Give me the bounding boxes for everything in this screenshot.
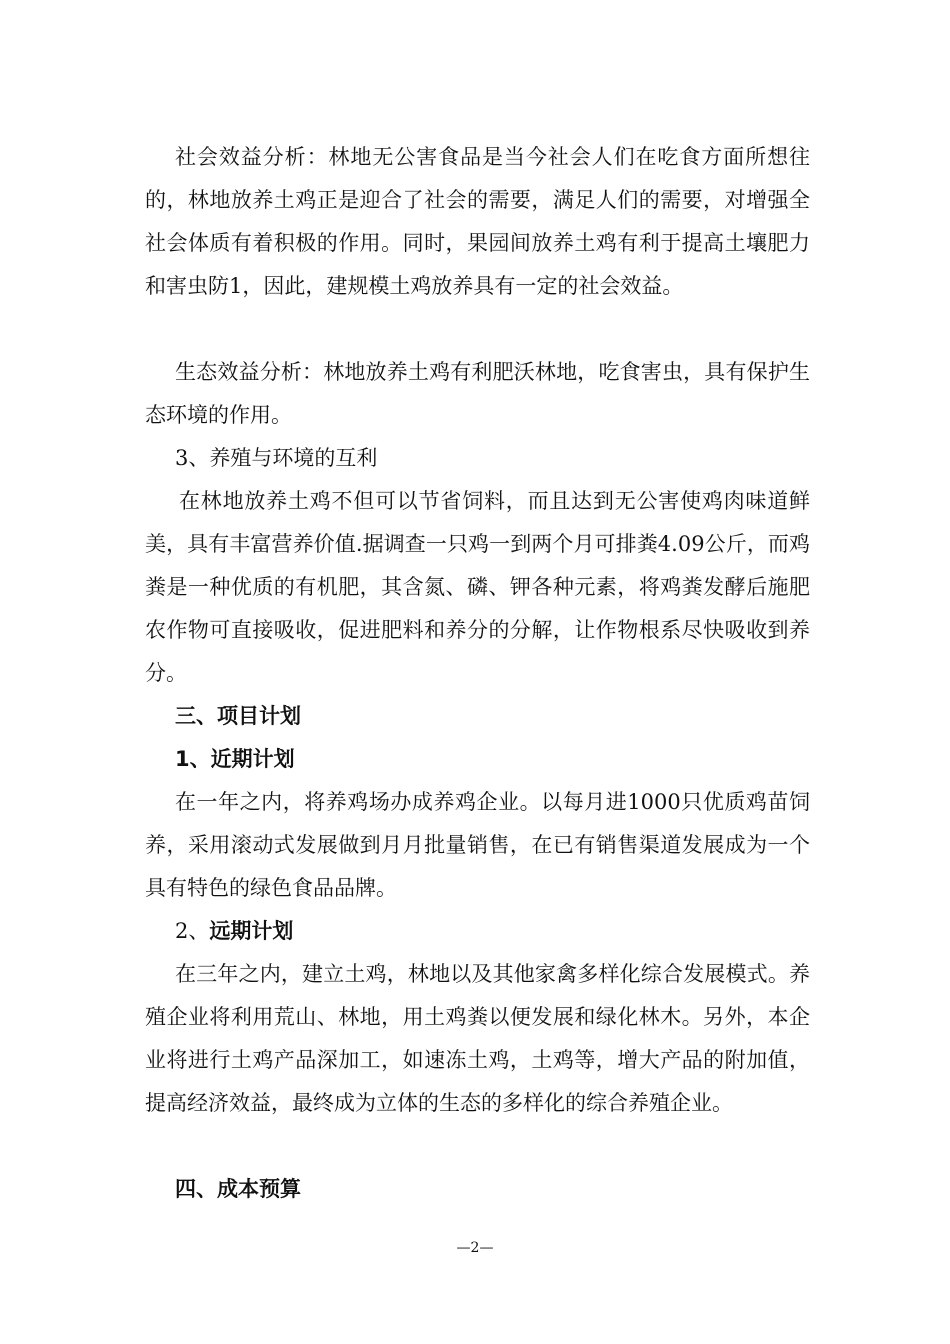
long-plan-heading bbox=[175, 910, 293, 953]
mutual-benefit-paragraph: 在林地放养土鸡不但可以节省饲料，而且达到无公害使鸡肉味道鲜美，具有丰富营养价值.据调查一只鸡一到两个月可排粪4.09公斤，而鸡粪是一种优质的有机肥，其含氮、磷、钾各种元素，将鸡粪发酵后施肥农作物可直接吸收，促进肥料和养分的分解，让作物根系尽快吸收到养分。 bbox=[145, 489, 810, 685]
near-plan-heading: 1、近期计划 bbox=[175, 747, 295, 771]
mutual-benefit-heading: 3、养殖与环境的互利 bbox=[175, 446, 378, 470]
section-four-heading: 四、成本预算 bbox=[175, 1177, 301, 1201]
long-plan-paragraph: 在三年之内，建立土鸡，林地以及其他家禽多样化综合发展模式。养殖企业将利用荒山、林地，用土鸡粪以便发展和绿化林木。另外，本企业将进行土鸡产品深加工，如速冻土鸡，土鸡等，增大产品的附加值，提高经济效益，最终成为立体的生态的多样化的综合养殖企业。 bbox=[145, 962, 810, 1115]
page-number: —2— bbox=[456, 1240, 494, 1256]
near-plan-paragraph: 在一年之内，将养鸡场办成养鸡企业。以每月进1000只优质鸡苗饲养，采用滚动式发展做到月月批量销售，在已有销售渠道发展成为一个具有特色的绿色食品品牌。 bbox=[145, 790, 810, 900]
section-three-heading: 三、项目计划 bbox=[175, 704, 301, 728]
long-plan-heading-text: 远期计划 bbox=[209, 919, 294, 943]
social-benefit-paragraph: 社会效益分析：林地无公害食品是当今社会人们在吃食方面所想往的，林地放养土鸡正是迎合了社会的需要，满足人们的需要，对增强全社会体质有着积极的作用。同时，果园间放养土鸡有利于提高土壤肥力和害虫防1，因此，建规模土鸡放养具有一定的社会效益。 bbox=[145, 145, 810, 298]
ecological-benefit-paragraph: 生态效益分析：林地放养土鸡有利肥沃林地，吃食害虫，具有保护生态环境的作用。 bbox=[145, 360, 810, 427]
long-plan-heading-number: 2、 bbox=[175, 919, 210, 943]
